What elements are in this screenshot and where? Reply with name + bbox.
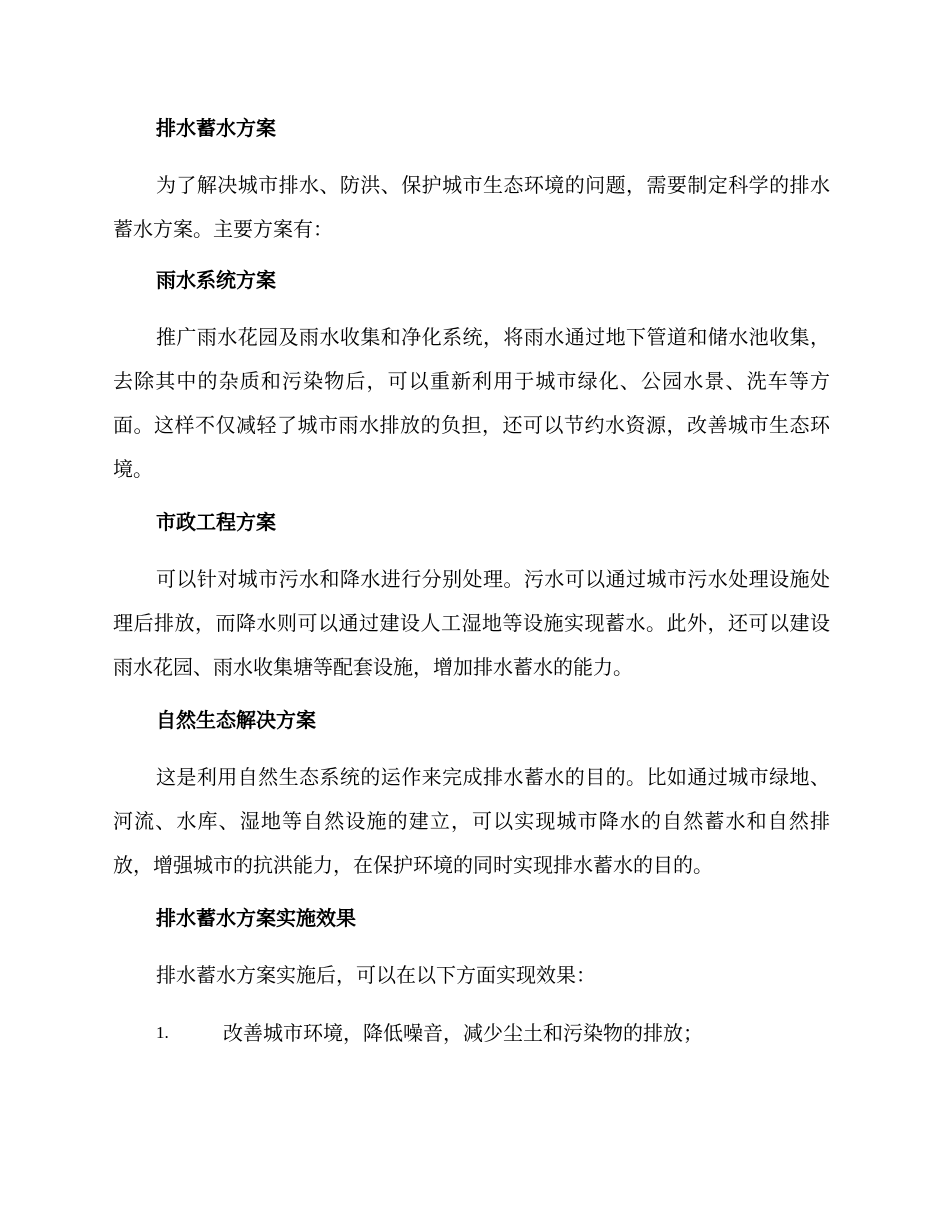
section-heading: 雨水系统方案 xyxy=(156,268,276,292)
section-paragraph: 为了解决城市排水、防洪、保护城市生态环境的问题，需要制定科学的排水蓄水方案。主要方案有： xyxy=(113,173,830,241)
section-heading: 自然生态解决方案 xyxy=(156,708,316,732)
section-paragraph: 推广雨水花园及雨水收集和净化系统，将雨水通过地下管道和储水池收集，去除其中的杂质和污染物后，可以重新利用于城市绿化、公园水景、洗车等方面。这样不仅减轻了城市雨水排放的负担，还可以节约水资源，改善城市生态环境。 xyxy=(113,325,830,481)
section-paragraph: 排水蓄水方案实施后，可以在以下方面实现效果： xyxy=(156,963,596,987)
list-item xyxy=(113,1011,830,1055)
section-heading: 排水蓄水方案 xyxy=(156,116,276,140)
section-paragraph: 可以针对城市污水和降水进行分别处理。污水可以通过城市污水处理设施处理后排放，而降水则可以通过建设人工湿地等设施实现蓄水。此外，还可以建设雨水花园、雨水收集塘等配套设施，增加排水蓄水的能力。 xyxy=(113,567,830,679)
section-heading: 市政工程方案 xyxy=(156,510,276,534)
list-item-text: 改善城市环境，降低噪音，减少尘土和污染物的排放； xyxy=(223,1021,703,1045)
list-item-number: 1. xyxy=(156,1023,169,1042)
section-heading: 排水蓄水方案实施效果 xyxy=(156,906,356,930)
section-paragraph: 这是利用自然生态系统的运作来完成排水蓄水的目的。比如通过城市绿地、河流、水库、湿地等自然设施的建立，可以实现城市降水的自然蓄水和自然排放，增强城市的抗洪能力，在保护环境的同时实现排水蓄水的目的。 xyxy=(113,765,830,877)
